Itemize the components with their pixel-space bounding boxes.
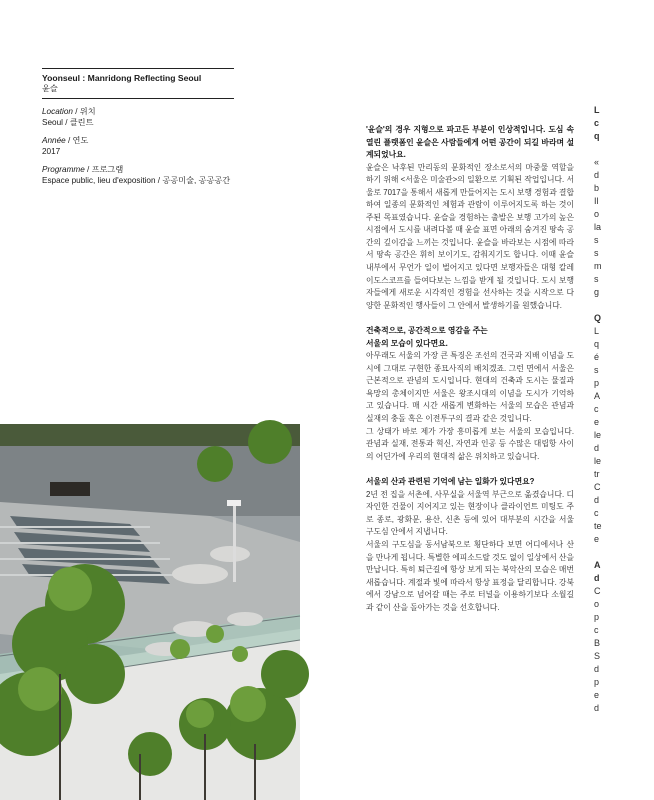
cut-line [594, 546, 654, 559]
program-value-fr: Espace public, lieu d'exposition [42, 175, 156, 185]
project-title: Yoonseul : Manridong Reflecting Seoul [42, 73, 202, 83]
cut-line: S [594, 651, 601, 661]
cropped-next-column [594, 104, 654, 715]
program-value-ko: 공공미술, 공공공간 [162, 175, 231, 185]
cut-line [594, 299, 654, 312]
cut-line: p [594, 677, 600, 687]
cut-line: q [594, 339, 600, 349]
cut-line: c [594, 404, 599, 414]
program-label: Programme / 프로그램 [42, 165, 124, 174]
cut-line: d [594, 443, 600, 453]
cut-line [594, 143, 654, 156]
cut-line: le [594, 430, 602, 440]
cut-line: te [594, 521, 602, 531]
cut-line: d [594, 170, 600, 180]
cut-line: la [594, 222, 602, 232]
project-photo [0, 424, 300, 800]
answer-1: 윤슬은 낙후된 만리동의 문화적인 장소로서의 마중물 역할을 하기 위해 <서울은 미술관>의 일환으로 기획된 작업입니다. 서울로 7017을 통해서 새롭게 만들어지는 도시 보행 경험과 결합하여 일종의 문화적인 체험과 관람이 이루어지도록 하는 것이 주된 목표였습니다. 윤슬을 경험하는 출발은 보행 고가의 높은 시점에서 도시를 내려다볼 때 윤슬 표면 아래의 숨겨진 땅속 공간의 깊이감을 느끼는 것입니다. 윤슬을 바라보는 시점에 따라서 땅속 공간은 휘히 보이기도, 감춰지기도 합니다. 이때 윤슬 내부에서 무언가 일이 벌어지고 있다면 보행자들은 대형 칼레이도스코프를 들여다보는 느낌을 받게 될 것입니다. 도시 보행자들에게 새로운 시각적인 경험을 선사하는 것을 시작으로 다양한 문화적인 행사들이 그 안에서 발생하기를 원했습니다. [366, 162, 574, 310]
cut-line: C [594, 482, 601, 492]
cut-line: tr [594, 469, 600, 479]
cut-line: s [594, 274, 599, 284]
cut-line: g [594, 287, 600, 297]
cut-line: « [594, 157, 600, 167]
cut-line: p [594, 378, 600, 388]
project-info [42, 68, 234, 186]
cut-line: L [594, 326, 600, 336]
cut-line: b [594, 183, 600, 193]
cut-line: A [594, 391, 601, 401]
cut-line: c [594, 625, 599, 635]
cut-line: q [594, 131, 600, 141]
cut-line: d [594, 703, 600, 713]
cut-line: s [594, 235, 599, 245]
cut-line: p [594, 612, 600, 622]
year-value: 2017 [42, 146, 61, 156]
cut-line: m [594, 261, 602, 271]
cut-line: B [594, 638, 601, 648]
location-label-ko: 위치 [79, 107, 96, 116]
interview-column [366, 124, 574, 614]
answer-2-paragraph-1: 아무래도 서울의 가장 큰 특징은 조선의 건국과 지배 이념을 도시에 그대로 구현한 종묘사직의 배치겠죠. 그런 면에서 서울은 근본적으로 관념의 도시입니다. 현대의 건축과 도시는 물질과 욕망의 총체이지만 서울은 왕조시대의 이념을 도시가 기억하고 있습니다. 매 시간 새롭게 변화하는 서울의 모습은 관념과 실재의 충돌 혹은 이전투구의 결과 같은 것입니다. [366, 351, 574, 424]
cut-line: Q [594, 313, 602, 323]
year-label-fr: Année [42, 136, 66, 145]
cut-line: L [594, 105, 600, 115]
answer-3-paragraph-2: 서울의 구도심을 동서남북으로 횡단하다 보면 어디에서나 산을 만나게 됩니다. 특별한 에피소드랄 것도 없이 일상에서 산을 만납니다. 특히 퇴근길에 항상 보게 되는 북악산의 모습은 매번 새롭습니다. 계절과 빛에 따라서 항상 표정을 달리합니다. 강북에서 강남으로 넘어갈 때는 주로 터널을 이용하기보다 소월길과 같이 산을 돌아가는 것을 선호합니다. [366, 539, 574, 612]
cut-line: c [594, 508, 599, 518]
cut-line: s [594, 365, 599, 375]
cut-line: s [594, 248, 599, 258]
location-label: Location / 위치 [42, 107, 96, 116]
answer-2-paragraph-2: 그 상태가 바로 제가 가장 흥미롭게 보는 서울의 모습입니다. 관념과 실재, 전통과 혁신, 자연과 인공 등 수많은 대립항 사이의 어딘가에 우리의 현대적 삶은 위치하고 있습니다. [366, 426, 574, 461]
location-label-fr: Location [42, 107, 73, 116]
program-label-ko: 프로그램 [91, 165, 124, 174]
cut-line: d [594, 664, 600, 674]
year-label: Année / 연도 [42, 136, 89, 145]
cut-line: Il [594, 196, 599, 206]
cut-line: c [594, 118, 600, 128]
location-block [42, 107, 234, 128]
location-value: Seoul / 클린트 [42, 117, 94, 127]
cut-line: e [594, 534, 600, 544]
question-2-line-2: 서울의 모습이 있다면요. [366, 338, 448, 348]
cut-line: o [594, 209, 600, 219]
question-1: '윤슬'의 경우 지형으로 파고든 부분이 인상적입니다. 도심 속 열린 플랫폼인 윤슬은 사람들에게 어떤 공간이 되길 바라며 설계되었나요. [366, 125, 574, 160]
question-3: 서울의 산과 관련된 기억에 남는 일화가 있다면요? [366, 477, 535, 487]
answer-3-paragraph-1: 2년 전 집을 서촌에, 사무실을 서울역 부근으로 옮겼습니다. 디자인한 건물이 지어지고 있는 현장이나 클라이언트 미팅도 주로 종로, 광화문, 용산, 신촌 등에 있어 대부분의 시간을 서울 구도심 안에서 지냅니다. [366, 489, 574, 537]
cut-line: A [594, 560, 601, 570]
year-block [42, 136, 234, 157]
cut-line: o [594, 599, 600, 609]
cut-line: e [594, 417, 600, 427]
cut-line: le [594, 456, 602, 466]
project-title-korean: 윤슬 [42, 83, 58, 93]
cut-line: d [594, 495, 600, 505]
info-rule [42, 98, 234, 99]
cut-line: e [594, 690, 600, 700]
year-label-ko: 연도 [72, 136, 89, 145]
program-value: Espace public, lieu d'exposition / 공공미술, 공공공간 [42, 175, 231, 185]
program-block [42, 165, 234, 186]
cut-line: é [594, 352, 600, 362]
question-2-line-1: 건축적으로, 공간적으로 영감을 주는 [366, 326, 488, 336]
cut-line: d [594, 573, 600, 583]
cut-line: C [594, 586, 601, 596]
program-label-fr: Programme [42, 165, 85, 174]
